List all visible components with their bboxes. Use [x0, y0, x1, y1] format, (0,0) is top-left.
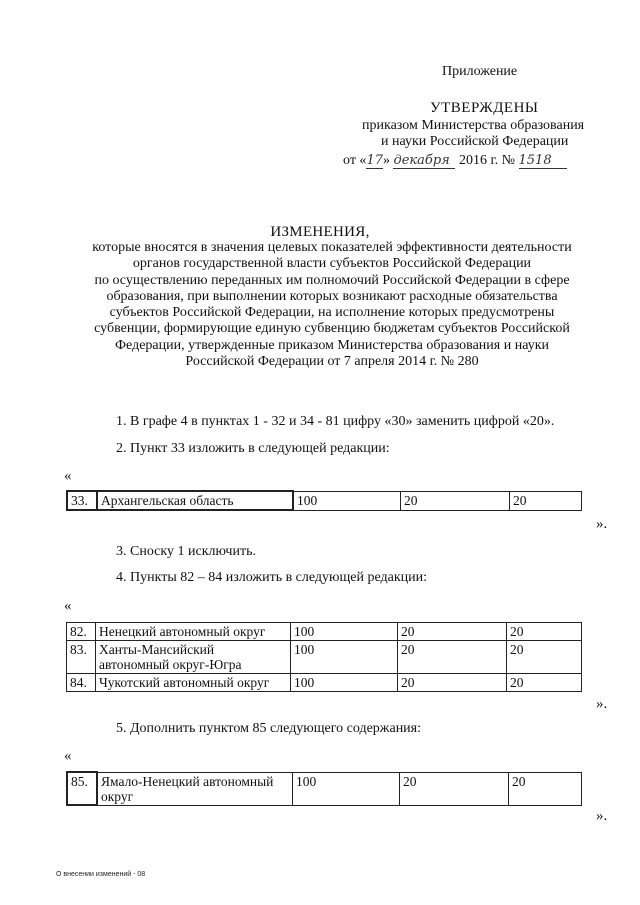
cell-value-1: 100	[291, 674, 398, 692]
appendix-label: Приложение	[442, 64, 518, 79]
approved-heading: УТВЕРЖДЕНЫ	[430, 100, 539, 116]
cell-name: Ненецкий автономный округ	[96, 623, 291, 641]
table-item-85	[66, 771, 582, 806]
cell-value-3: 20	[507, 623, 582, 641]
cell-value-2: 20	[398, 674, 507, 692]
cell-num: 82.	[67, 623, 96, 641]
subtitle-line: которые вносятся в значения целевых показателей эффективности деятельности	[92, 240, 572, 255]
table-row	[67, 674, 582, 692]
subtitle-line: Федерации, утвержденные приказом Министерства образования и науки	[115, 337, 549, 353]
subtitle-line: образования, при выполнении которых возникают расходные обязательства	[106, 288, 558, 304]
table-item-33	[66, 490, 582, 511]
quote-open-3: «	[64, 748, 72, 764]
order-day-handwritten: 17	[366, 153, 383, 168]
subtitle-line: по осуществлению переданных им полномочий Российской Федерации в сфере	[94, 272, 570, 288]
document-title: ИЗМЕНЕНИЯ,	[270, 224, 370, 240]
table-row	[67, 623, 582, 641]
cell-value-2: 20	[400, 772, 509, 805]
cell-value-3: 20	[509, 772, 582, 805]
quote-close-2: ».	[596, 696, 608, 712]
order-date-line	[343, 153, 567, 169]
subtitle-line: субъектов Российской Федерации, на исполнение которых предусмотрены	[109, 305, 555, 321]
cell-value-1: 100	[293, 491, 401, 510]
cell-value-1: 100	[291, 641, 398, 674]
cell-name: Ханты-Мансийский автономный округ-Югра	[96, 641, 291, 674]
item-3: 3. Сноску 1 исключить.	[116, 544, 256, 559]
order-month-handwritten: декабря	[393, 153, 455, 169]
cell-num: 84.	[67, 674, 96, 692]
cell-num: 33.	[67, 491, 97, 510]
cell-name: Архангельская область	[97, 491, 293, 510]
cell-value-2: 20	[398, 641, 507, 674]
cell-name: Ямало-Ненецкий автономный округ	[97, 772, 293, 805]
cell-value-2: 20	[398, 623, 507, 641]
table-row	[67, 491, 582, 510]
cell-value-2: 20	[401, 491, 510, 510]
cell-value-1: 100	[293, 772, 400, 805]
cell-value-3: 20	[507, 641, 582, 674]
order-year: 2016 г. №	[458, 153, 516, 168]
quote-close-3: ».	[596, 808, 608, 824]
cell-num: 83.	[67, 641, 96, 674]
order-date-mid: »	[382, 153, 390, 168]
cell-name: Чукотский автономный округ	[96, 674, 291, 692]
footer-note: О внесении изменений - 08	[56, 871, 146, 878]
cell-num: 85.	[67, 772, 97, 805]
quote-open-1: «	[64, 468, 72, 484]
cell-value-3: 20	[510, 491, 582, 510]
order-line-2: и науки Российской Федерации	[381, 134, 569, 149]
item-2: 2. Пункт 33 изложить в следующей редакции:	[116, 441, 390, 456]
order-number-handwritten: 1518	[519, 153, 567, 169]
cell-value-1: 100	[291, 623, 398, 641]
order-date-prefix: от «	[343, 153, 367, 168]
item-4: 4. Пункты 82 – 84 изложить в следующей редакции:	[116, 570, 428, 585]
quote-close-1: ».	[596, 516, 608, 532]
item-1: 1. В графе 4 в пунктах 1 - 32 и 34 - 81 цифру «30» заменить цифрой «20».	[116, 414, 555, 429]
cell-value-3: 20	[507, 674, 582, 692]
subtitle-line: органов государственной власти субъектов Российской Федерации	[132, 256, 532, 272]
subtitle-line: Российской Федерации от 7 апреля 2014 г. № 280	[185, 354, 479, 370]
document-subtitle	[62, 240, 602, 370]
item-5: 5. Дополнить пунктом 85 следующего содержания:	[116, 721, 422, 736]
order-line-1: приказом Министерства образования	[362, 118, 585, 133]
table-row	[67, 772, 582, 805]
quote-open-2: «	[64, 598, 72, 614]
table-items-82-84	[66, 622, 582, 692]
table-row	[67, 641, 582, 674]
subtitle-line: субвенции, формирующие единую субвенцию бюджетам субъектов Российской	[94, 321, 570, 337]
